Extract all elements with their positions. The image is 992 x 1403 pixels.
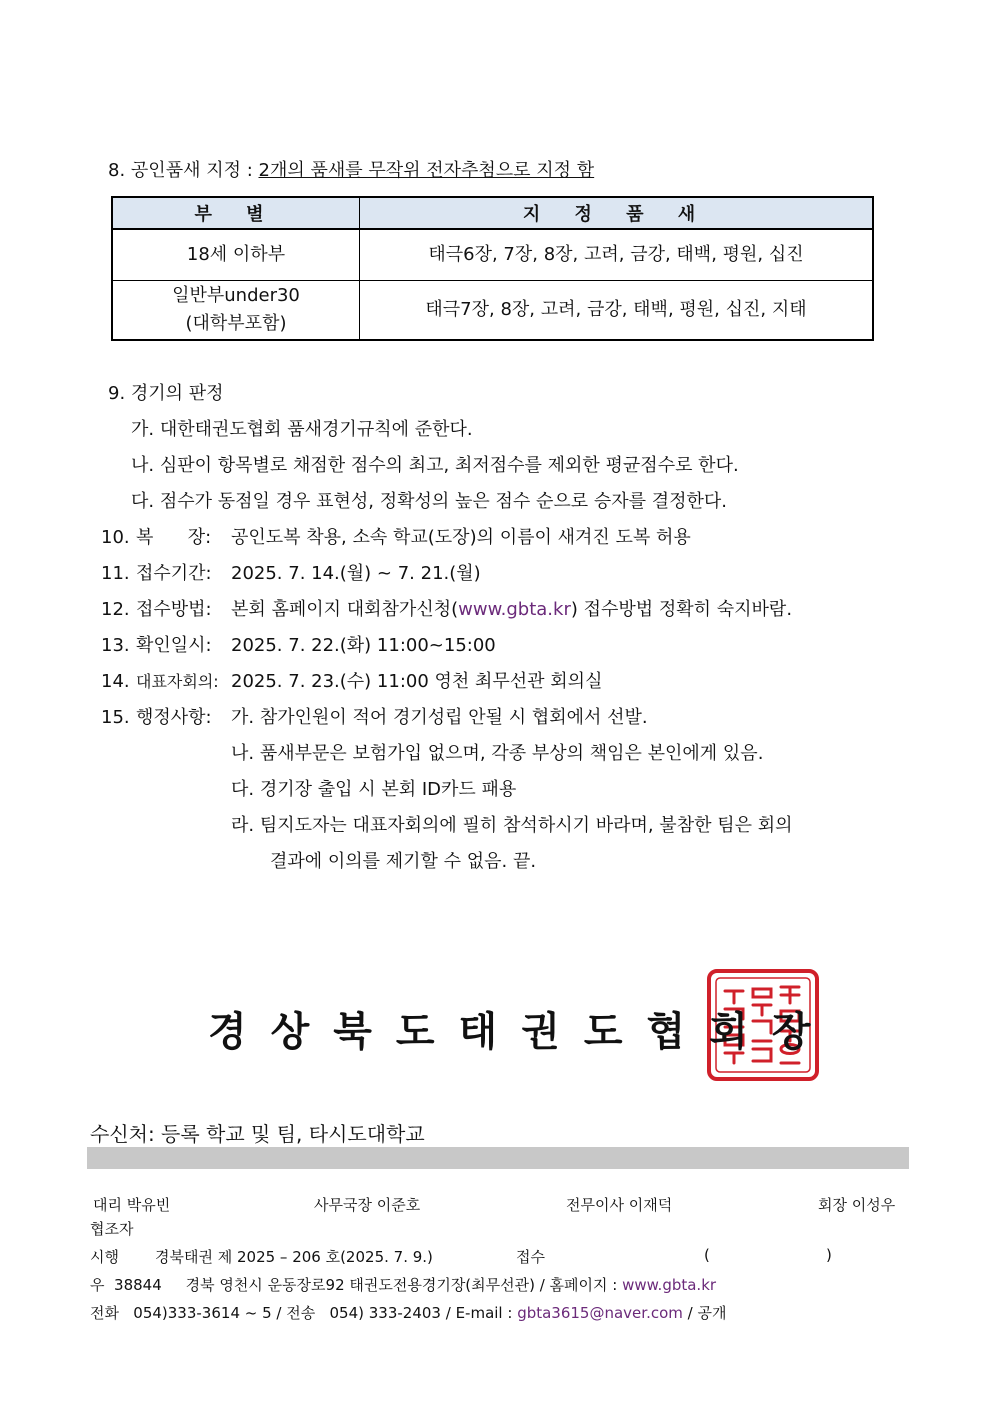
item-15-line: 가. 참가인원이 적어 경기성립 안될 시 협회에서 선발. <box>231 707 648 728</box>
item-15-line: 결과에 이의를 제기할 수 없음. 끝. <box>270 851 537 872</box>
receipt-label: 접수 <box>516 1248 545 1266</box>
item-13-value: 2025. 7. 22.(화) 11:00~15:00 <box>231 635 496 656</box>
receipt-paren-close: ) <box>826 1246 832 1264</box>
address: 우 38844 경북 영천시 운동장로92 태권도전용경기장(최무선관) / 홈페이지 : <box>90 1276 623 1294</box>
signature-title: 경상북도태권도협회장 <box>208 1009 835 1055</box>
item-15-number: 15. <box>101 707 130 728</box>
item-11-number: 11. <box>101 563 130 584</box>
enforce-label: 시행 <box>90 1248 119 1266</box>
table-cell-pumsae: 태극6장, 7장, 8장, 고려, 금강, 태백, 평원, 십진 <box>360 229 874 281</box>
item-15-line: 나. 품새부문은 보험가입 없으며, 각종 부상의 책임은 본인에게 있음. <box>231 743 764 764</box>
table-header-group: 부 별 <box>112 197 360 229</box>
footer-homepage-link[interactable]: www.gbta.kr <box>622 1276 717 1294</box>
section-9-item: 가. 대한태권도협회 품새경기규칙에 준한다. <box>131 419 473 440</box>
item-11-label: 접수기간: <box>136 563 212 584</box>
item-12-number: 12. <box>101 599 130 620</box>
item-11-value: 2025. 7. 14.(월) ~ 7. 21.(월) <box>231 563 481 584</box>
pumsae-table <box>111 196 874 341</box>
item-14-label: 대표자회의: <box>136 672 219 691</box>
disclosure: / 공개 <box>682 1304 727 1322</box>
staff-director: 전무이사 이재덕 <box>566 1196 673 1214</box>
homepage-link[interactable]: www.gbta.kr <box>458 599 571 620</box>
item-10-label: 복 장: <box>136 527 212 548</box>
item-14-number: 14. <box>101 671 130 692</box>
phone-fax: 전화 054)333-3614 ~ 5 / 전송 054) 333-2403 / E-mail : <box>90 1304 518 1322</box>
section-8-number: 8. <box>108 160 126 181</box>
item-12-text: 본회 홈페이지 대회참가신청( <box>231 599 459 620</box>
table-cell-group <box>112 229 360 281</box>
item-12-label: 접수방법: <box>136 599 212 620</box>
staff-deputy: 대리 박유빈 <box>93 1196 171 1214</box>
staff-president: 회장 이성우 <box>818 1196 896 1214</box>
cooperator: 협조자 <box>90 1220 134 1238</box>
table-cell-pumsae: 태극7장, 8장, 고려, 금강, 태백, 평원, 십진, 지태 <box>360 281 874 341</box>
item-12-value <box>231 592 792 628</box>
item-10-number: 10. <box>101 527 130 548</box>
group-name: 일반부under30 <box>172 285 300 306</box>
item-12-text: ) 접수방법 정확히 숙지바람. <box>570 599 793 620</box>
item-13-label: 확인일시: <box>136 635 212 656</box>
table-header-pumsae: 지 정 품 새 <box>360 197 874 229</box>
enforce-value: 경북태권 제 2025 – 206 호(2025. 7. 9.) <box>155 1248 433 1266</box>
table-header-row <box>112 197 873 229</box>
section-8-underlined: 2개의 품새를 무작위 전자추첨으로 지정 함 <box>258 160 595 181</box>
section-9-item: 나. 심판이 항목별로 채점한 점수의 최고, 최저점수를 제외한 평균점수로 한다. <box>131 455 739 476</box>
table-cell-group <box>112 281 360 341</box>
item-15-line: 다. 경기장 출입 시 본회 ID카드 패용 <box>231 779 517 800</box>
staff-secretary: 사무국장 이준호 <box>314 1196 421 1214</box>
table-row <box>112 281 873 341</box>
address-line <box>90 1274 716 1295</box>
divider-bar <box>87 1147 909 1169</box>
group-name: 18세 이하부 <box>186 244 286 265</box>
section-9-item: 다. 점수가 동점일 경우 표현성, 정확성의 높은 점수 순으로 승자를 결정한다. <box>131 491 728 512</box>
item-10-value: 공인도복 착용, 소속 학교(도장)의 이름이 새겨진 도복 허용 <box>231 527 691 548</box>
section-8-label: 공인품새 지정 : <box>130 160 253 181</box>
table-row <box>112 229 873 281</box>
contact-line <box>90 1302 726 1323</box>
item-13-number: 13. <box>101 635 130 656</box>
item-15-label: 행정사항: <box>136 707 212 728</box>
item-15-line: 라. 팀지도자는 대표자회의에 필히 참석하시기 바라며, 불참한 팀은 회의 <box>231 815 793 836</box>
item-14-value: 2025. 7. 23.(수) 11:00 영천 최무선관 회의실 <box>231 671 603 692</box>
email-link[interactable]: gbta3615@naver.com <box>517 1304 683 1322</box>
section-8-heading <box>108 156 594 182</box>
receipt-paren-open: ( <box>704 1246 710 1264</box>
recipients: 수신처: 등록 학교 및 팀, 타시도대학교 <box>90 1122 425 1146</box>
section-9-title: 9. 경기의 판정 <box>108 383 224 404</box>
group-note: (대학부포함) <box>185 313 287 334</box>
